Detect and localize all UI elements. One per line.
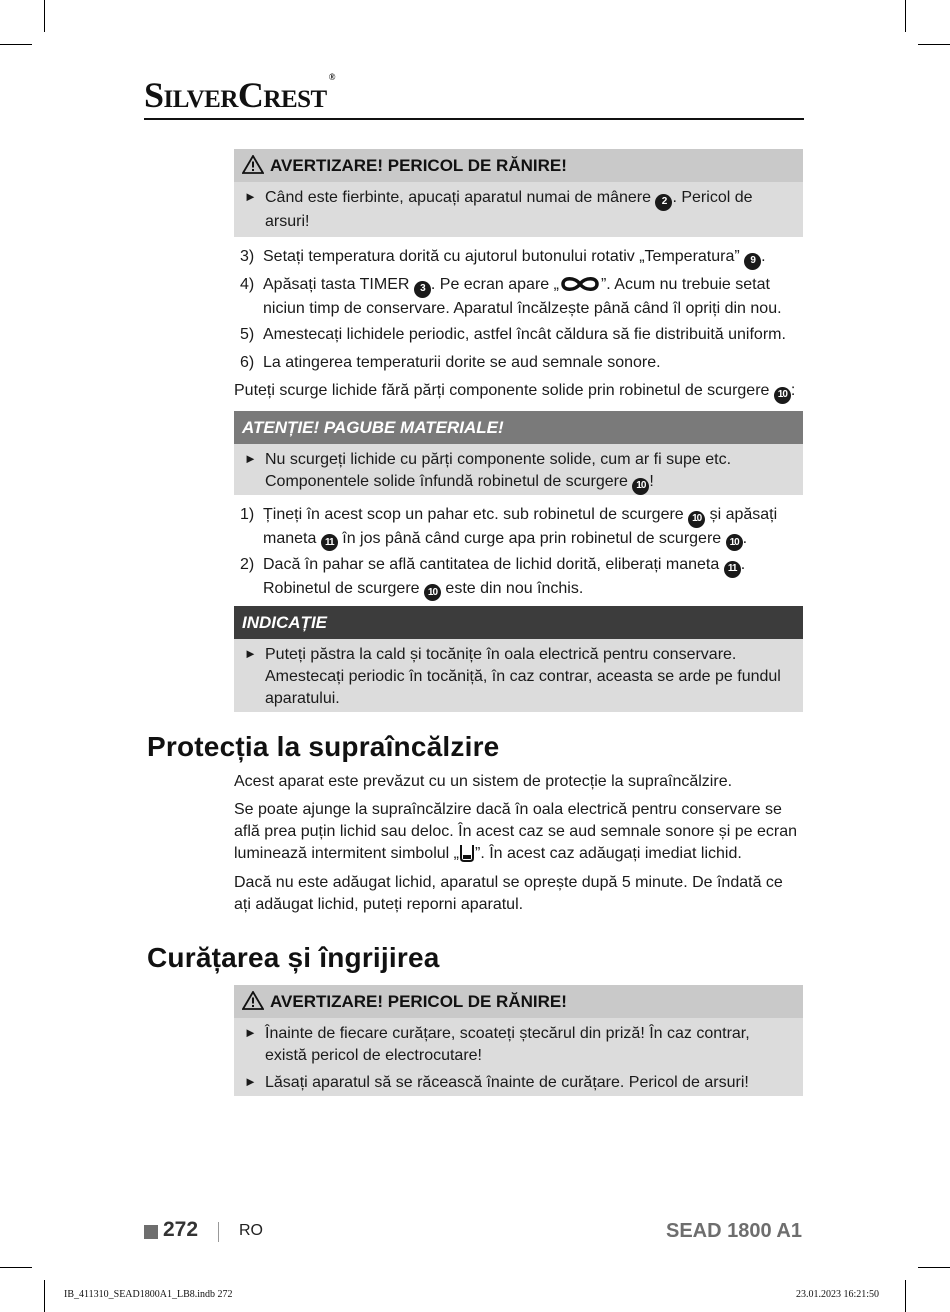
part-number-badge: 9 xyxy=(744,253,761,270)
language-code: RO xyxy=(239,1222,263,1239)
footer-divider xyxy=(218,1222,219,1242)
warning-header: AVERTIZARE! PERICOL DE RĂNIRE! xyxy=(234,985,803,1018)
caution-header: ATENȚIE! PAGUBE MATERIALE! xyxy=(234,411,803,444)
part-number-badge: 10 xyxy=(774,387,791,404)
list-item: ► Puteți păstra la cald și tocănițe în oala electrică pentru conservare. Amestecați periodic în tocăniță, în caz contrar, aceasta se arde pe fundul aparatului. xyxy=(234,639,803,715)
infinity-icon xyxy=(559,275,601,293)
warning-triangle-icon xyxy=(242,155,264,174)
crop-mark xyxy=(44,1280,45,1312)
part-number-badge: 10 xyxy=(726,534,743,551)
bullet-arrow-icon: ► xyxy=(244,1025,257,1040)
crop-mark xyxy=(0,44,32,45)
page-marker-square xyxy=(144,1225,158,1239)
crop-mark xyxy=(918,1267,950,1268)
page-number: 272 xyxy=(163,1218,199,1241)
body-paragraph: Se poate ajunge la supraîncălzire dacă în oala electrică pentru conservare se află prea puțin lichid sau deloc. În acest caz se aud semnale sonore și pe ecran luminează intermitent simbolul „ ”. În acest caz adăugați imediat lichid. xyxy=(234,801,797,862)
bullet-arrow-icon: ► xyxy=(244,451,257,466)
step-item: 6) La atingerea temperaturii dorite se aud semnale sonore. xyxy=(240,354,661,371)
step-item: 1) Țineți în acest scop un pahar etc. sub robinetul de scurgere 10 și apăsați maneta 11 în jos până când curge apa prin robinetul de scurgere 10 . xyxy=(240,504,800,551)
crop-mark xyxy=(44,0,45,32)
part-number-badge: 2 xyxy=(655,194,672,211)
bullet-arrow-icon: ► xyxy=(244,646,257,661)
part-number-badge: 10 xyxy=(632,478,649,495)
body-paragraph: Acest aparat este prevăzut cu un sistem de protecție la supraîncălzire. xyxy=(234,773,733,790)
header-rule xyxy=(144,118,804,120)
bullet-arrow-icon: ► xyxy=(244,189,257,204)
section-heading: Protecția la supraîncălzire xyxy=(147,731,500,762)
list-item: ► Înainte de fiecare curățare, scoateți ștecărul din priză! În caz contrar, există pericol de electrocutare! xyxy=(234,1018,803,1072)
body-paragraph: Dacă nu este adăugat lichid, aparatul se oprește după 5 minute. De îndată ce ați adăugat lichid, puteți reporni aparatul. xyxy=(234,874,783,913)
warning-box xyxy=(234,149,803,237)
model-number: SEAD 1800 A1 xyxy=(666,1220,802,1242)
step-item: 4) Apăsați tasta TIMER 3 . Pe ecran apare „ ”. Acum nu trebuie setat niciun timp de conservare. Aparatul încălzește până când îl opriți din nou. xyxy=(240,276,782,317)
print-file-info: IB_411310_SEAD1800A1_LB8.indb 272 xyxy=(64,1289,233,1300)
part-number-badge: 10 xyxy=(424,584,441,601)
step-item: 5) Amestecați lichidele periodic, astfel încât căldura să fie distribuită uniform. xyxy=(240,326,786,343)
part-number-badge: 3 xyxy=(414,281,431,298)
warning-header: AVERTIZARE! PERICOL DE RĂNIRE! xyxy=(234,149,803,182)
crop-mark xyxy=(905,0,906,32)
crop-mark xyxy=(0,1267,32,1268)
warning-triangle-icon xyxy=(242,991,264,1010)
step-item: 3) Setați temperatura dorită cu ajutorul butonului rotativ „Temperatura” 9 . xyxy=(240,246,800,270)
warning-box xyxy=(234,985,803,1096)
body-paragraph: Puteți scurge lichide fără părți componente solide prin robinetul de scurgere 10 : xyxy=(234,380,804,404)
brand-logo: SilverCrest ® xyxy=(144,72,335,115)
note-header: INDICAȚIE xyxy=(234,606,803,639)
low-water-icon xyxy=(459,844,475,862)
list-item: ► Când este fierbinte, apucați aparatul numai de mânere 2 . Pericol de arsuri! xyxy=(234,182,803,238)
part-number-badge: 11 xyxy=(724,561,741,578)
note-box xyxy=(234,606,803,712)
section-heading: Curățarea și îngrijirea xyxy=(147,942,440,973)
print-timestamp: 23.01.2023 16:21:50 xyxy=(795,1289,879,1300)
step-item: 2) Dacă în pahar se află cantitatea de lichid dorită, eliberați maneta 11 . Robinetul de scurgere 10 este din nou închis. xyxy=(240,554,800,601)
crop-mark xyxy=(905,1280,906,1312)
list-item: ► Lăsați aparatul să se răcească înainte de curățare. Pericol de arsuri! xyxy=(234,1072,803,1099)
crop-mark xyxy=(918,44,950,45)
part-number-badge: 10 xyxy=(688,511,705,528)
list-item: ► Nu scurgeți lichide cu părți componente solide, cum ar fi supe etc. Componentele solide înfundă robinetul de scurgere 10 ! xyxy=(234,444,803,500)
caution-box xyxy=(234,411,803,495)
bullet-arrow-icon: ► xyxy=(244,1074,257,1089)
part-number-badge: 11 xyxy=(321,534,338,551)
